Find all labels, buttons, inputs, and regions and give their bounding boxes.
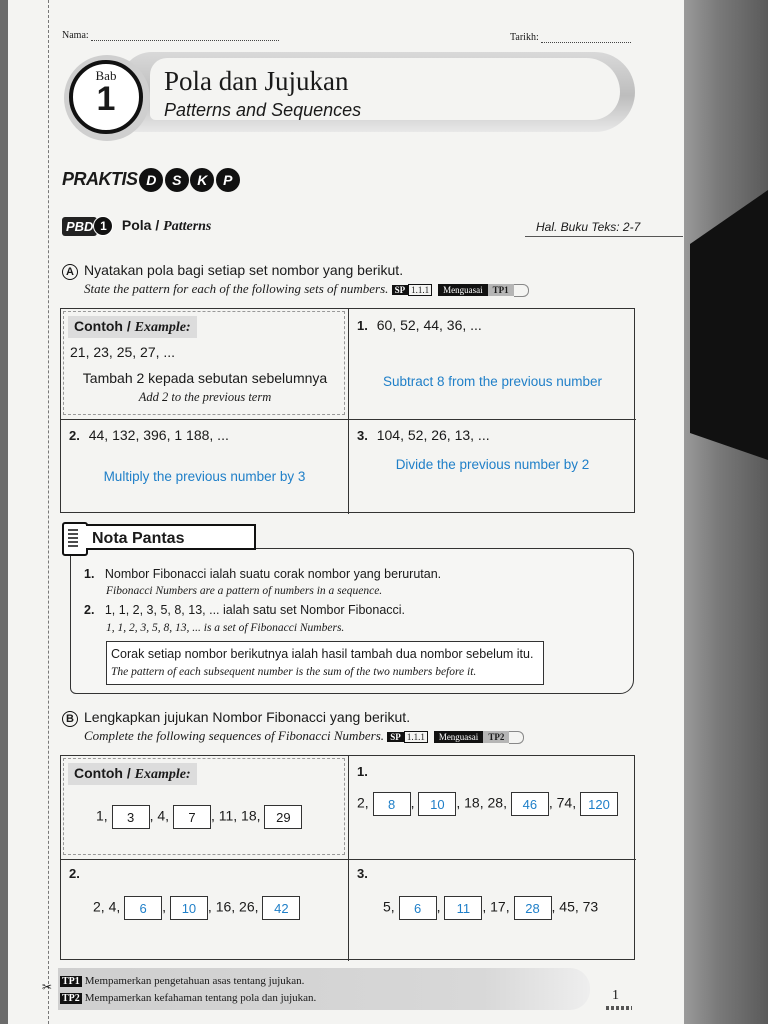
section-a-instruction <box>62 262 403 280</box>
nota-pantas-title: Nota Pantas <box>86 524 256 550</box>
question-1 <box>357 317 482 335</box>
answer-box[interactable]: 10 <box>418 792 456 816</box>
scissors-icon: ✂ <box>42 980 53 994</box>
example-heading-en: Example: <box>134 767 191 782</box>
answer-box[interactable]: 8 <box>373 792 411 816</box>
nota-rule-ms: Corak setiap nombor berikutnya ialah hasil tambah dua nombor sebelum itu. <box>111 647 534 661</box>
mastery-tag: Menguasai <box>434 731 484 743</box>
dskp-letter: D <box>139 168 163 192</box>
section-b-instruction <box>62 709 410 727</box>
example-heading <box>68 763 197 785</box>
dskp-letter: K <box>190 168 214 192</box>
nama-line[interactable] <box>91 40 279 41</box>
example-answer-en: Add 2 to the previous term <box>138 390 272 404</box>
example-sequence: 21, 23, 25, 27, ... <box>70 344 176 360</box>
sequence-text: 2, <box>357 794 369 811</box>
answer-box[interactable]: 6 <box>399 896 437 920</box>
praktis-label: PRAKTIS <box>62 168 138 189</box>
section-b-instruction-en-line <box>84 728 524 744</box>
footer-tp2 <box>60 992 316 1004</box>
answer-box: 3 <box>112 805 150 829</box>
sp-tag: SP <box>387 732 404 742</box>
tarikh-field <box>510 32 631 43</box>
pbd-heading <box>62 216 211 236</box>
question-number: 3. <box>357 866 368 881</box>
section-a-marker: A <box>62 264 78 280</box>
bab-number: 1 <box>96 80 116 118</box>
example-heading <box>68 316 197 338</box>
question-number: 3. <box>357 428 368 443</box>
sequence-text: 1, <box>96 807 108 824</box>
example-heading-ms: Contoh / <box>74 765 131 781</box>
sequence-text: , 16, 26, <box>207 898 259 915</box>
question-number: 2. <box>69 866 80 881</box>
question-number: 1. <box>357 764 368 779</box>
nota-item-en: 1, 1, 2, 3, 5, 8, 13, ... is a set of Fibonacci Numbers. <box>106 622 345 634</box>
praktis-dskp-heading <box>62 168 240 192</box>
nota-item-en: Fibonacci Numbers are a pattern of numbers in a sequence. <box>106 585 383 597</box>
page-number: 1 <box>612 988 619 1003</box>
question-3 <box>357 427 490 445</box>
nota-item-number: 1. <box>84 567 95 581</box>
section-b-marker: B <box>62 711 78 727</box>
reference-rule <box>525 236 683 237</box>
question-sequence: 44, 132, 396, 1 188, ... <box>88 427 229 443</box>
question-sequence: 104, 52, 26, 13, ... <box>376 427 490 443</box>
bab-label: Bab <box>95 68 117 83</box>
answer-box[interactable]: 120 <box>580 792 618 816</box>
tarikh-label: Tarikh: <box>510 32 539 43</box>
example-cell <box>63 758 345 855</box>
nota-item-ms: Nombor Fibonacci ialah suatu corak nombor yang berurutan. <box>104 567 442 581</box>
tarikh-line[interactable] <box>541 42 631 43</box>
dskp-letter: P <box>216 168 240 192</box>
grid-divider <box>61 859 636 860</box>
tp-tag: TP1 <box>488 284 514 296</box>
tp2-text: Mempamerkan kefahaman tentang pola dan jujukan. <box>84 992 317 1004</box>
mastery-checkbox[interactable] <box>514 284 529 297</box>
answer-box[interactable]: 46 <box>511 792 549 816</box>
nota-item-number: 2. <box>84 603 95 617</box>
example-heading-ms: Contoh / <box>74 318 131 334</box>
page-number-bar <box>606 1006 632 1010</box>
answer-box: 29 <box>264 805 302 829</box>
question-2-sequence: 2, 4, 6 , 10 , 16, 26, 42 <box>93 896 300 920</box>
cut-line <box>48 0 49 1024</box>
mastery-checkbox[interactable] <box>509 731 524 744</box>
bab-badge <box>69 60 143 134</box>
example-heading-en: Example: <box>134 320 191 335</box>
textbook-reference: Hal. Buku Teks: 2-7 <box>536 220 641 234</box>
answer-box[interactable]: 42 <box>262 896 300 920</box>
answer-box: 7 <box>173 805 211 829</box>
section-a-instruction-en: State the pattern for each of the following sets of numbers. <box>84 281 389 296</box>
example-answer-ms: Tambah 2 kepada sebutan sebelumnya <box>82 370 328 386</box>
pbd-tag: PBD <box>62 217 97 236</box>
chapter-title: Pola dan Jujukan <box>164 66 349 96</box>
question-3-sequence: 5, 6 , 11 , 17, 28 , 45, 73 <box>383 896 598 920</box>
tp2-tag: TP2 <box>62 993 80 1004</box>
tp-tag: TP2 <box>483 731 509 743</box>
pbd-title-en: Patterns <box>163 219 212 234</box>
section-a-instruction-ms: Nyatakan pola bagi setiap set nombor yang berikut. <box>84 262 404 278</box>
nota-item-ms: 1, 1, 2, 3, 5, 8, 13, ... ialah satu set Nombor Fibonacci. <box>104 603 406 617</box>
section-a-grid <box>60 308 635 513</box>
pbd-title-ms: Pola / <box>121 217 160 233</box>
answer-box[interactable]: 6 <box>124 896 162 920</box>
answer-box[interactable]: 10 <box>170 896 208 920</box>
question-sequence: 60, 52, 44, 36, ... <box>376 317 482 333</box>
sp-ref: 1.1.1 <box>404 731 428 743</box>
answer-box[interactable]: 11 <box>444 896 482 920</box>
nota-rule-box <box>106 641 544 685</box>
mastery-tag: Menguasai <box>438 284 488 296</box>
sequence-text: 2, 4, <box>93 898 121 915</box>
section-b-instruction-ms: Lengkapkan jujukan Nombor Fibonacci yang berikut. <box>84 709 411 725</box>
sp-tag: SP <box>392 285 409 295</box>
sequence-text: , 11, 18, <box>210 807 261 824</box>
sp-ref: 1.1.1 <box>408 284 432 296</box>
footer-tp1 <box>60 975 304 987</box>
sequence-text: , 17, <box>482 898 510 915</box>
tp1-text: Mempamerkan pengetahuan asas tentang jujukan. <box>84 975 305 987</box>
section-b-grid <box>60 755 635 960</box>
example-sequence <box>96 805 302 829</box>
question-number: 1. <box>357 318 368 333</box>
sequence-text: , 18, 28, <box>456 794 507 811</box>
nama-label: Nama: <box>62 30 89 41</box>
pbd-number: 1 <box>93 216 113 236</box>
nota-item-1 <box>84 567 441 581</box>
answer-1[interactable]: Subtract 8 from the previous number <box>382 374 603 389</box>
sequence-text: , 74, <box>548 794 577 811</box>
section-b-instruction-en: Complete the following sequences of Fibonacci Numbers. <box>84 728 385 743</box>
answer-3[interactable]: Divide the previous number by 2 <box>395 457 590 472</box>
grid-divider <box>61 419 636 420</box>
nota-item-2 <box>84 603 405 617</box>
section-a-instruction-en-line <box>84 281 529 297</box>
question-number: 2. <box>69 428 80 443</box>
dskp-letter: S <box>165 168 189 192</box>
nama-field <box>62 30 279 41</box>
question-2 <box>69 427 229 445</box>
page-edge-shadow <box>684 0 768 1024</box>
sequence-text: , 45, 73 <box>551 898 599 915</box>
sequence-text: , 4, <box>149 807 170 824</box>
answer-box[interactable]: 28 <box>514 896 552 920</box>
nota-rule-en: The pattern of each subsequent number is the sum of the two numbers before it. <box>111 666 477 678</box>
chapter-subtitle: Patterns and Sequences <box>164 100 362 120</box>
notebook-icon <box>62 522 88 556</box>
grid-divider <box>348 309 349 514</box>
example-cell <box>63 311 345 415</box>
sequence-text: 5, <box>383 898 395 915</box>
answer-2[interactable]: Multiply the previous number by 3 <box>103 469 306 484</box>
question-1-sequence: 2, 8 , 10 , 18, 28, 46 , 74, 120 <box>357 792 618 816</box>
pbd-title <box>122 217 211 235</box>
tp1-tag: TP1 <box>62 976 80 987</box>
